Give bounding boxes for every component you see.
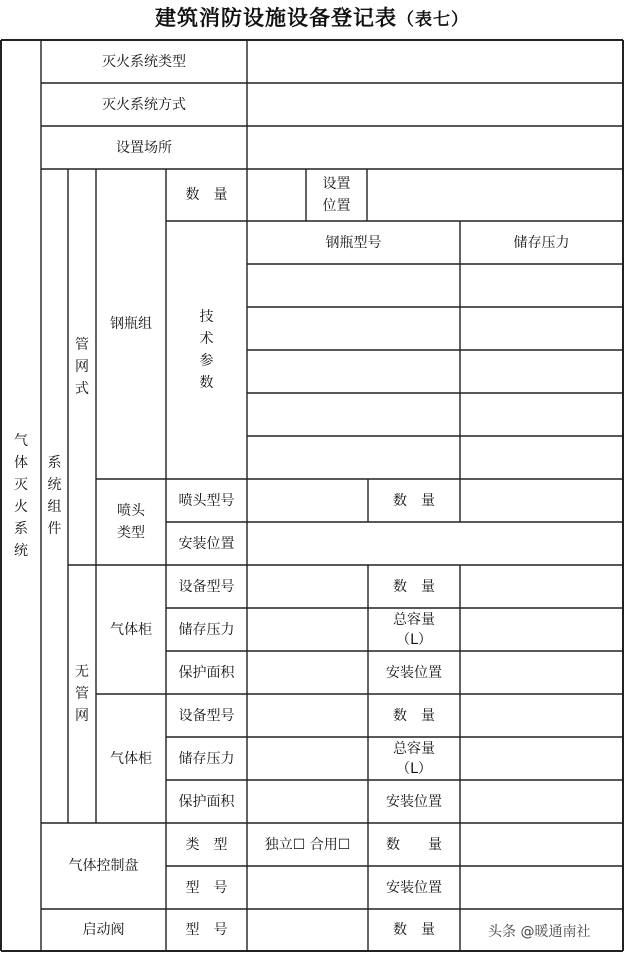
set-position-label (306, 169, 367, 221)
system-char: 灭 (14, 476, 28, 493)
cabinet1-install-label: 安装位置 (386, 664, 442, 681)
nozzle-type-label (96, 479, 166, 565)
cabinet2-model-label: 设备型号 (178, 707, 235, 724)
capacity-line1: 总容量 (393, 740, 435, 757)
system-char: 火 (14, 498, 28, 515)
system-char: 气 (14, 432, 28, 449)
components-char: 组 (47, 499, 62, 515)
components-char: 件 (47, 521, 62, 537)
valve-quantity-label: 数 量 (393, 922, 435, 938)
cabinet1-capacity-label (368, 608, 460, 651)
nozzle-type-line2: 类型 (117, 525, 145, 541)
components-char: 统 (47, 477, 62, 493)
nozzle-quantity-label: 数 量 (393, 492, 435, 509)
gas-cabinet-2-label: 气体柜 (110, 750, 152, 767)
start-valve-label: 启动阀 (82, 922, 125, 938)
storage-pressure-header: 储存压力 (513, 234, 570, 251)
nozzle-type-line1: 喷头 (117, 503, 145, 519)
pipeless-char: 网 (75, 708, 89, 724)
gas-cabinet-1-label: 气体柜 (110, 621, 152, 638)
pipeless-char: 管 (75, 686, 89, 702)
title-sub: （表七） (397, 10, 469, 30)
cabinet2-quantity-label: 数 量 (393, 707, 435, 724)
watermark: 头条 @暖通南社 (488, 924, 591, 940)
cabinet2-install-label: 安装位置 (386, 793, 442, 810)
control-type-options: 独立☐ 合用☐ (264, 836, 351, 853)
system-char: 体 (14, 454, 28, 471)
cabinet2-pressure-label: 储存压力 (178, 750, 235, 767)
control-model-label: 型 号 (185, 879, 228, 896)
location-label: 设置场所 (116, 139, 172, 156)
pipeless-char: 无 (75, 664, 89, 680)
components-vertical-label (41, 169, 68, 823)
cabinet1-quantity-label: 数 量 (393, 578, 435, 595)
tech-char: 技 (199, 309, 214, 325)
set-position-line1: 设置 (322, 176, 351, 192)
tech-params-label (166, 221, 247, 479)
tech-char: 数 (199, 375, 214, 391)
system-char: 统 (14, 542, 28, 559)
cylinder-quantity-label: 数 量 (185, 187, 228, 203)
cabinet1-pressure-label: 储存压力 (178, 621, 235, 638)
system-char: 系 (14, 520, 28, 537)
extinguish-type-label: 灭火系统类型 (102, 53, 186, 70)
tech-char: 参 (199, 353, 214, 369)
control-install-label: 安装位置 (386, 879, 442, 896)
tech-char: 术 (199, 331, 214, 347)
set-position-line2: 位置 (322, 198, 351, 214)
capacity-line2: （L） (396, 631, 432, 648)
cylinder-model-header: 钢瓶型号 (325, 234, 382, 251)
cabinet1-model-label: 设备型号 (178, 578, 235, 595)
nozzle-model-label: 喷头型号 (178, 492, 235, 509)
system-vertical-label (1, 40, 41, 951)
cabinet2-capacity-label (368, 737, 460, 780)
extinguish-method-label: 灭火系统方式 (102, 96, 186, 113)
piped-char: 网 (75, 359, 89, 375)
pipeless-vertical-label (68, 565, 96, 823)
cabinet2-area-label: 保护面积 (178, 793, 235, 810)
cabinet1-area-label: 保护面积 (178, 664, 235, 681)
nozzle-install-label: 安装位置 (178, 535, 235, 552)
control-quantity-label: 数 量 (386, 836, 442, 853)
control-type-label: 类 型 (185, 836, 228, 853)
piped-char: 式 (75, 381, 89, 397)
piped-vertical-label (68, 169, 96, 565)
title-main: 建筑消防设施设备登记表 (155, 6, 397, 30)
valve-model-label: 型 号 (185, 922, 228, 938)
cylinder-group-label: 钢瓶组 (110, 316, 152, 332)
capacity-line2: （L） (396, 760, 432, 777)
gas-control-panel-label: 气体控制盘 (68, 858, 139, 874)
capacity-line1: 总容量 (393, 611, 435, 628)
components-char: 系 (47, 455, 62, 471)
piped-char: 管 (75, 337, 89, 353)
